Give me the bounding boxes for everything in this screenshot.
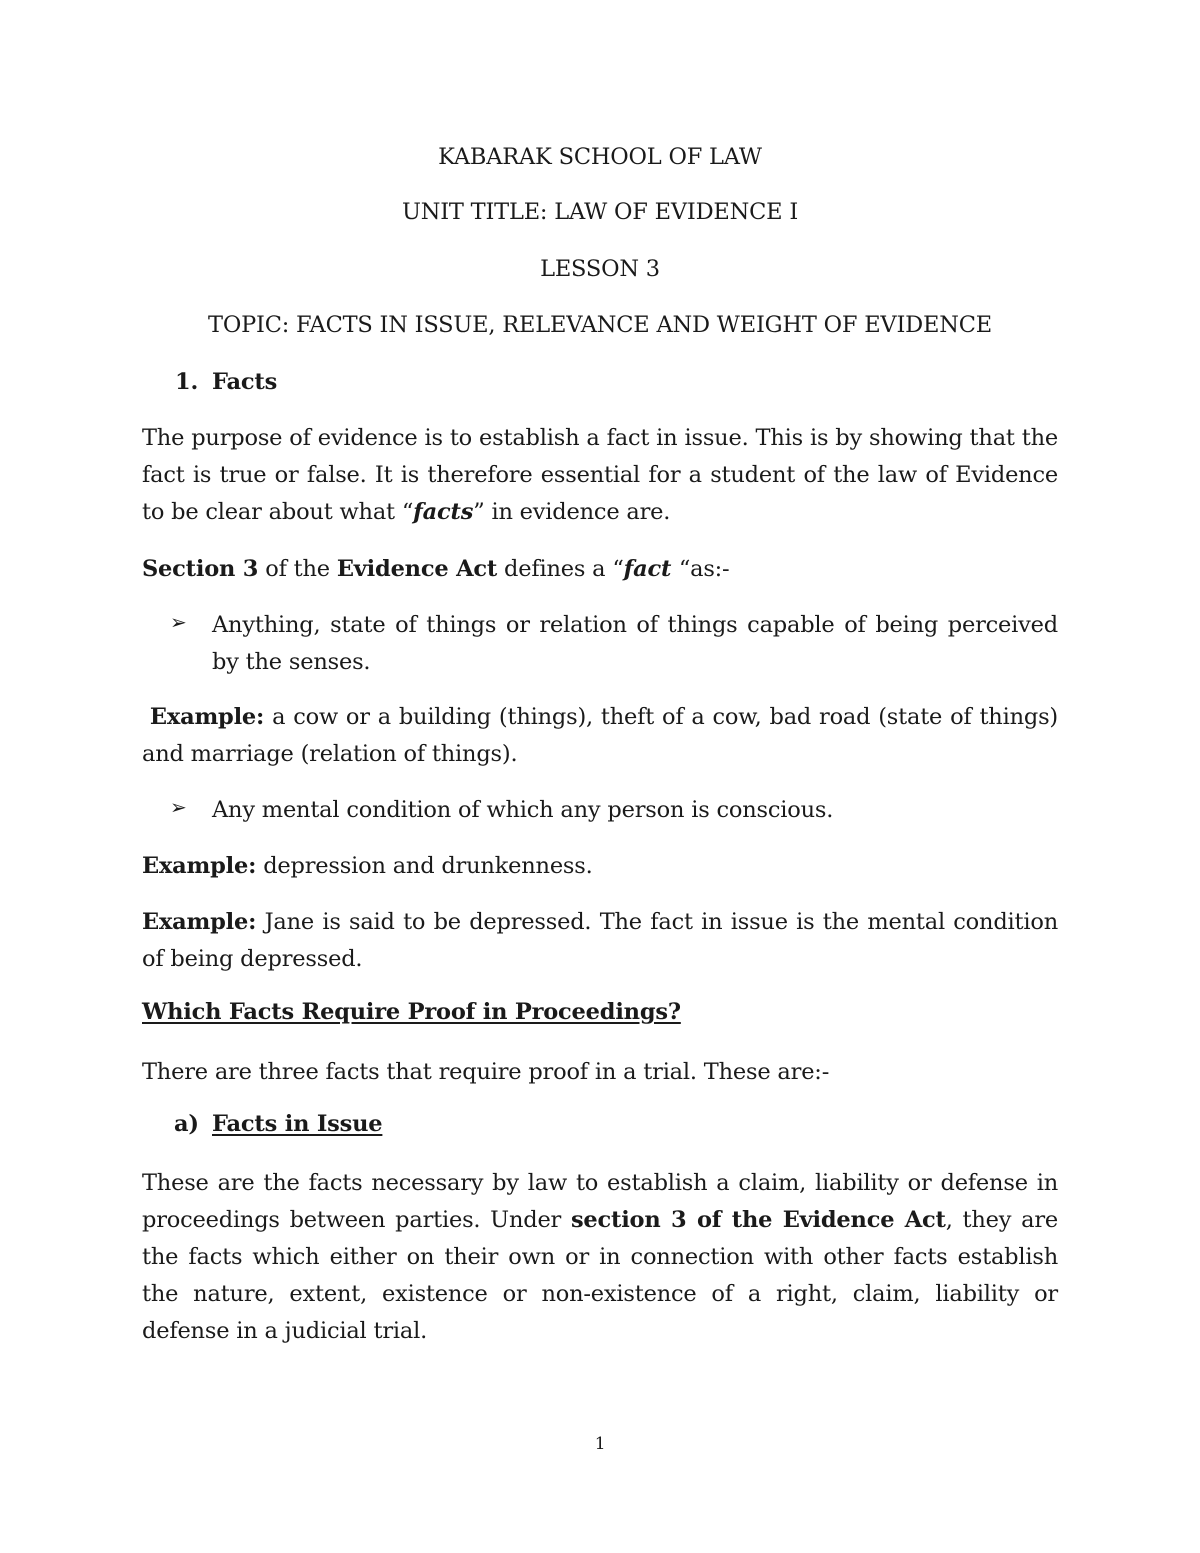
bullet-mental-condition: Any mental condition of which any person is conscious. — [212, 797, 834, 823]
page-number: 1 — [594, 1434, 606, 1454]
proof-heading: Which Facts Require Proof in Proceedings? — [142, 999, 681, 1025]
proof-intro: There are three facts that require proof in a trial. These are:- — [142, 1059, 830, 1085]
bullet-arrow-icon: ➢ — [170, 610, 187, 634]
facts-in-issue-paragraph: These are the facts necessary by law to establish a claim, liability or defense in proceedings between parties. Under section 3 of the Evidence Act, they are the facts which either on their own or in connection with other facts establish the nature, extent, existence or non-existence of a right, claim, liability or defense in a judicial trial. — [142, 1170, 1058, 1344]
example-things-paragraph: Example: a cow or a building (things), theft of a cow, bad road (state of things) and marriage (relation of things). — [142, 704, 1058, 767]
facts-in-issue-heading: Facts in Issue — [212, 1111, 383, 1137]
section-heading-facts: Facts — [212, 369, 278, 395]
example-depression-paragraph: Example: depression and drunkenness. — [142, 853, 593, 879]
unit-title: UNIT TITLE: LAW OF EVIDENCE I — [401, 199, 799, 225]
school-name: KABARAK SCHOOL OF LAW — [438, 144, 762, 170]
definition-paragraph: Section 3 of the Evidence Act defines a “fact “as:- — [142, 556, 730, 582]
topic-title: TOPIC: FACTS IN ISSUE, RELEVANCE AND WEIGHT OF EVIDENCE — [208, 312, 992, 338]
bullet-anything: Anything, state of things or relation of things capable of being perceived by the senses. — [212, 612, 1058, 675]
section-number: 1. — [175, 369, 199, 395]
lesson-number: LESSON 3 — [540, 256, 660, 282]
sub-label-a: a) — [174, 1111, 199, 1137]
intro-paragraph: The purpose of evidence is to establish a fact in issue. This is by showing that the fact is true or false. It is therefore essential for a student of the law of Evidence to be clear about what “facts” in evidence are. — [142, 425, 1058, 525]
bullet-arrow-icon: ➢ — [170, 795, 187, 819]
example-jane-paragraph: Example: Jane is said to be depressed. The fact in issue is the mental condition of being depressed. — [142, 909, 1058, 972]
